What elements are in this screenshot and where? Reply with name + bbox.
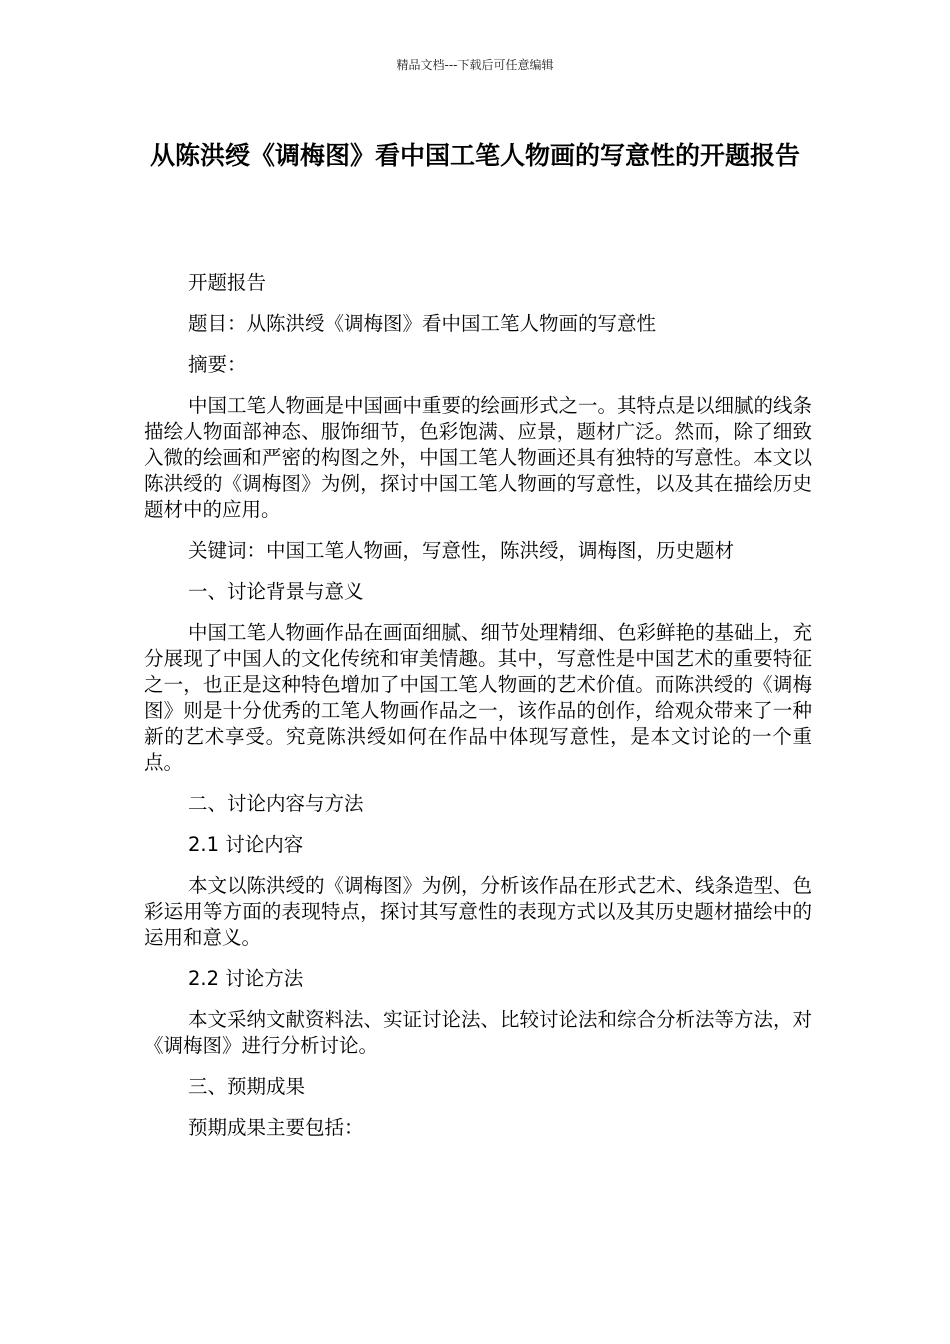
keywords-line: 关键词：中国工笔人物画，写意性，陈洪绶，调梅图，历史题材 xyxy=(188,539,735,562)
subsection-heading-method: 2.2 讨论方法 xyxy=(188,967,304,990)
method-paragraph: 本文采纳文献资料法、实证讨论法、比较讨论法和综合分析法等方法，对《调梅图》进行分析讨论。 xyxy=(144,1008,813,1057)
abstract-paragraph: 中国工笔人物画是中国画中重要的绘画形式之一。其特点是以细腻的线条描绘人物面部神态、服饰细节，色彩饱满、应景，题材广泛。然而，除了细致入微的绘画和严密的构图之外，中国工笔人物画还具有独特的写意性。本文以陈洪绶的《调梅图》为例，探讨中国工笔人物画的写意性，以及其在描绘历史题材中的应用。 xyxy=(144,394,813,521)
document-title: 从陈洪绶《调梅图》看中国工笔人物画的写意性的开题报告 xyxy=(149,141,800,170)
topic-line: 题目：从陈洪绶《调梅图》看中国工笔人物画的写意性 xyxy=(188,312,657,335)
background-paragraph: 中国工笔人物画作品在画面细腻、细节处理精细、色彩鲜艳的基础上，充分展现了中国人的文化传统和审美情趣。其中，写意性是中国艺术的重要特征之一，也正是这种特色增加了中国工笔人物画的艺术价值。而陈洪绶的《调梅图》则是十分优秀的工笔人物画作品之一，该作品的创作，给观众带来了一种新的艺术享受。究竟陈洪绶如何在作品中体现写意性，是本文讨论的一个重点。 xyxy=(144,621,813,774)
section-heading-results: 三、预期成果 xyxy=(188,1075,306,1098)
results-intro: 预期成果主要包括： xyxy=(188,1116,364,1139)
abstract-label: 摘要： xyxy=(188,353,247,376)
subsection-heading-content: 2.1 讨论内容 xyxy=(188,833,304,856)
section-label-report: 开题报告 xyxy=(188,271,267,294)
document-body xyxy=(144,270,812,1156)
content-paragraph: 本文以陈洪绶的《调梅图》为例，分析该作品在形式艺术、线条造型、色彩运用等方面的表现特点，探讨其写意性的表现方式以及其历史题材描绘中的运用和意义。 xyxy=(144,874,813,949)
header-note: 精品文档---下载后可任意编辑 xyxy=(396,58,554,72)
section-heading-background: 一、讨论背景与意义 xyxy=(188,580,364,603)
section-heading-content-method: 二、讨论内容与方法 xyxy=(188,792,364,815)
